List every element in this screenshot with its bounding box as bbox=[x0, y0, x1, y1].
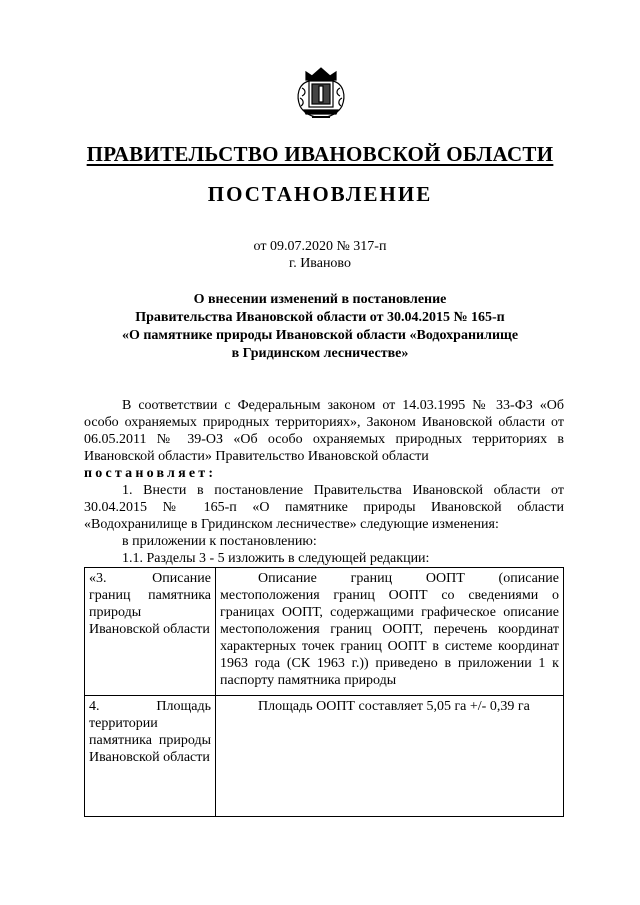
title-line: Правительства Ивановской области от 30.04.2015 № 165-п bbox=[135, 310, 505, 325]
decree-title bbox=[80, 291, 560, 363]
decree-body bbox=[84, 397, 564, 567]
table-cell-label: «3. Описание границ памятника природы Ивановской области bbox=[85, 568, 216, 696]
government-heading bbox=[0, 142, 640, 167]
table-cell-text: Площадь ООПТ составляет 5,05 га +/- 0,39 га bbox=[216, 696, 564, 817]
table-row bbox=[85, 568, 564, 696]
title-line: в Гридинском лесничестве» bbox=[231, 346, 409, 361]
government-name: ПРАВИТЕЛЬСТВО ИВАНОВСКОЙ ОБЛАСТИ bbox=[86, 142, 554, 166]
annex-paragraph: в приложении к постановлению: bbox=[122, 534, 317, 549]
resolves-word bbox=[84, 465, 564, 482]
table-row bbox=[85, 696, 564, 817]
item-1-paragraph: 1. Внести в постановление Правительства Ивановской области от 30.04.2015 № 165-п «О памятнике природы Ивановской области «Водохранилище в Гридинском лесничестве» следующие изменения: bbox=[84, 483, 564, 532]
sections-table bbox=[84, 567, 564, 817]
resolves-text: постановляет: bbox=[84, 466, 217, 481]
title-line: «О памятнике природы Ивановской области «Водохранилище bbox=[121, 328, 519, 343]
title-line: О внесении изменений в постановление bbox=[193, 292, 447, 307]
doc-type-heading: ПОСТАНОВЛЕНИЕ bbox=[207, 182, 433, 206]
preamble-paragraph: В соответствии с Федеральным законом от 14.03.1995 № 33-ФЗ «Об особо охраняемых природных территориях», Законом Ивановской области от 06.05.2011 № 39-ОЗ «Об особо охраняемых природных территориях в Ивановской области» Правительство Ивановской области bbox=[84, 398, 564, 464]
date-block bbox=[0, 238, 640, 272]
date-number: от 09.07.2020 № 317-п bbox=[253, 239, 387, 254]
coat-of-arms-icon bbox=[290, 62, 352, 124]
table-cell-label: 4. Площадь территории памятника природы Ивановской области bbox=[85, 696, 216, 817]
city: г. Иваново bbox=[289, 256, 351, 271]
table-cell-text: Описание границ ООПТ (описание местоположения границ ООПТ со сведениями о границах ООПТ, содержащими графическое описание местоположения границ ООПТ, перечень координат характерных точек границ ООПТ в системе координат 1963 года (СК 1963 г.)) приведено в приложении 1 к паспорту памятника природы bbox=[216, 568, 564, 696]
sections-paragraph: 1.1. Разделы 3 - 5 изложить в следующей редакции: bbox=[122, 551, 430, 566]
